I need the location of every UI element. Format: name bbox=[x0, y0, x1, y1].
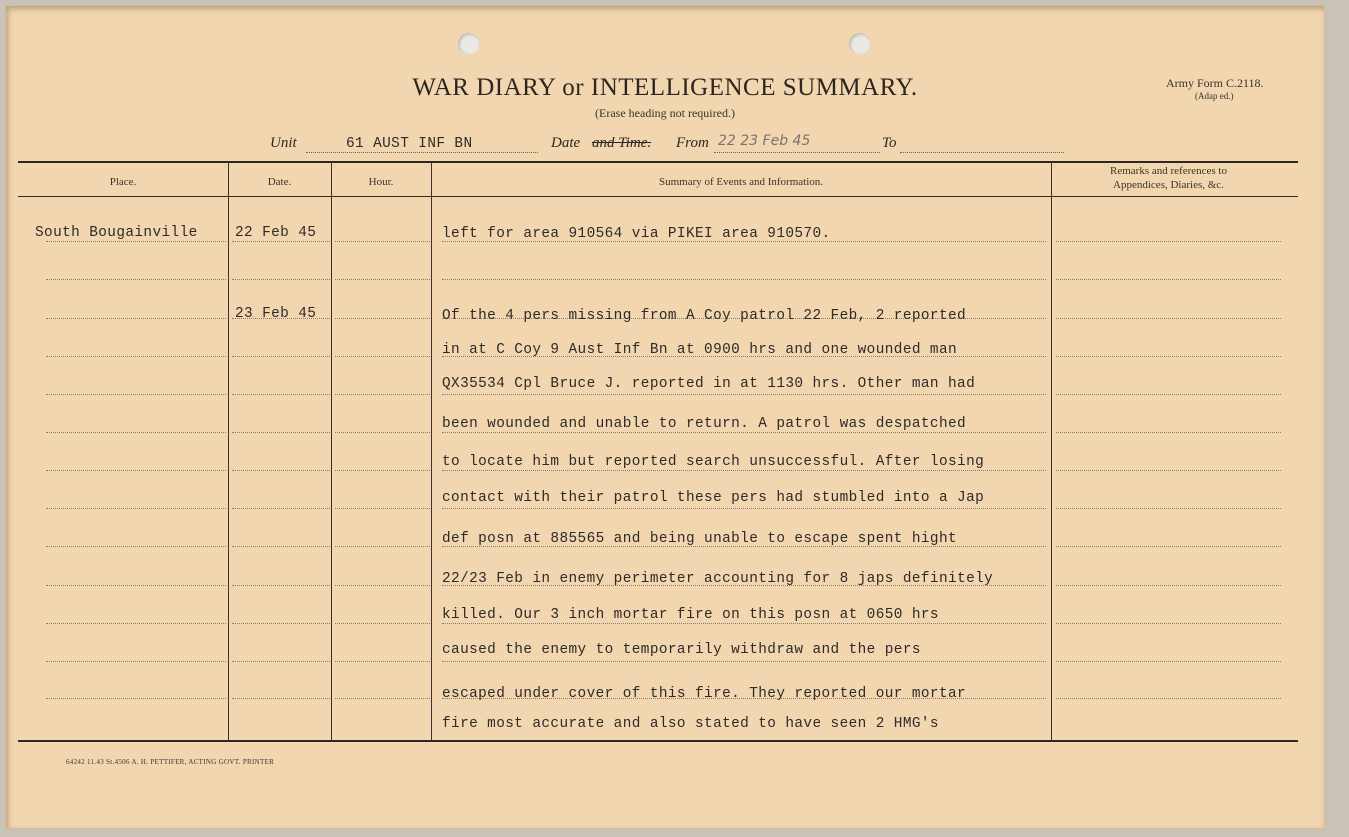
row-rule bbox=[1056, 661, 1281, 662]
row-rule bbox=[1056, 318, 1281, 319]
col-divider-hour bbox=[331, 163, 332, 741]
punch-hole-left bbox=[458, 33, 480, 55]
row-rule bbox=[335, 241, 430, 242]
row-rule bbox=[335, 394, 430, 395]
from-value: 22 23 Feb 45 bbox=[718, 133, 811, 149]
row-rule bbox=[232, 241, 330, 242]
summary-line-1: in at C Coy 9 Aust Inf Bn at 0900 hrs and one wounded man bbox=[442, 342, 958, 358]
unit-label: Unit bbox=[270, 135, 297, 151]
row-rule bbox=[232, 279, 330, 280]
row-rule bbox=[46, 546, 226, 547]
row-rule bbox=[1056, 585, 1281, 586]
row-rule bbox=[1056, 698, 1281, 699]
unit-value: 61 AUST INF BN bbox=[346, 136, 473, 152]
row-rule bbox=[46, 661, 226, 662]
row-rule bbox=[1056, 623, 1281, 624]
row-rule bbox=[46, 279, 226, 280]
summary-line-6: def posn at 885565 and being unable to escape spent hight bbox=[442, 531, 958, 547]
row-rule bbox=[232, 470, 330, 471]
row-rule bbox=[232, 623, 330, 624]
summary-line-9: caused the enemy to temporarily withdraw and the pers bbox=[442, 642, 921, 658]
summary-line-5: contact with their patrol these pers had stumbled into a Jap bbox=[442, 490, 985, 506]
row-rule bbox=[232, 546, 330, 547]
summary-line-4: to locate him but reported search unsuccessful. After losing bbox=[442, 454, 985, 470]
summary-line-10: escaped under cover of this fire. They reported our mortar bbox=[442, 686, 967, 702]
col-head-date: Date. bbox=[267, 176, 292, 188]
date-label: Date bbox=[551, 135, 581, 151]
entry-1-text: left for area 910564 via PIKEI area 910570. bbox=[442, 226, 831, 242]
page-title: WAR DIARY or INTELLIGENCE SUMMARY. bbox=[412, 74, 918, 101]
row-rule bbox=[46, 585, 226, 586]
date-and-time-struck: and Time. bbox=[592, 135, 652, 151]
row-rule bbox=[335, 470, 430, 471]
row-rule bbox=[1056, 508, 1281, 509]
col-divider-remarks bbox=[1051, 163, 1052, 741]
row-rule bbox=[335, 585, 430, 586]
row-rule bbox=[46, 394, 226, 395]
row-rule bbox=[335, 661, 430, 662]
row-rule bbox=[1056, 356, 1281, 357]
row-rule bbox=[442, 661, 1046, 662]
row-rule bbox=[232, 356, 330, 357]
entry-1-date: 22 Feb 45 bbox=[235, 225, 317, 241]
punch-hole-right bbox=[849, 33, 871, 55]
row-rule bbox=[46, 318, 226, 319]
entry-1-place: South Bougainville bbox=[35, 225, 198, 241]
to-dotline bbox=[900, 152, 1064, 153]
table-header-rule bbox=[18, 196, 1298, 197]
row-rule bbox=[46, 623, 226, 624]
printer-footer: 64242 11.43 St.4506 A. H. PETTIFER, ACTING GOVT. PRINTER bbox=[66, 758, 275, 766]
table-bottom-rule bbox=[18, 740, 1298, 742]
col-head-summary: Summary of Events and Information. bbox=[658, 176, 824, 188]
row-rule bbox=[1056, 394, 1281, 395]
summary-line-8: killed. Our 3 inch mortar fire on this posn at 0650 hrs bbox=[442, 607, 939, 623]
row-rule bbox=[232, 661, 330, 662]
row-rule bbox=[232, 585, 330, 586]
row-rule bbox=[442, 394, 1046, 395]
row-rule bbox=[1056, 546, 1281, 547]
row-rule bbox=[1056, 279, 1281, 280]
row-rule bbox=[46, 241, 226, 242]
army-form-subnote: (Adap ed.) bbox=[1195, 91, 1234, 101]
col-divider-date bbox=[228, 163, 229, 741]
row-rule bbox=[46, 470, 226, 471]
army-form-number: Army Form C.2118. bbox=[1166, 76, 1264, 90]
to-label: To bbox=[882, 135, 897, 151]
col-head-remarks-1: Remarks and references to bbox=[1110, 165, 1227, 177]
row-rule bbox=[46, 432, 226, 433]
summary-line-2: QX35534 Cpl Bruce J. reported in at 1130 hrs. Other man had bbox=[442, 376, 976, 392]
row-rule bbox=[1056, 470, 1281, 471]
summary-line-7: 22/23 Feb in enemy perimeter accounting for 8 japs definitely bbox=[442, 571, 994, 587]
col-divider-summary bbox=[431, 163, 432, 741]
summary-line-3: been wounded and unable to return. A patrol was despatched bbox=[442, 416, 967, 432]
row-rule bbox=[232, 698, 330, 699]
row-rule bbox=[442, 279, 1046, 280]
row-rule bbox=[442, 508, 1046, 509]
from-dotline bbox=[714, 152, 880, 153]
row-rule bbox=[1056, 241, 1281, 242]
row-rule bbox=[335, 623, 430, 624]
col-head-hour: Hour. bbox=[368, 176, 394, 188]
row-rule bbox=[335, 356, 430, 357]
page-subtitle: (Erase heading not required.) bbox=[595, 106, 735, 120]
row-rule bbox=[442, 623, 1046, 624]
row-rule bbox=[46, 508, 226, 509]
row-rule bbox=[335, 432, 430, 433]
row-rule bbox=[335, 698, 430, 699]
row-rule bbox=[335, 508, 430, 509]
row-rule bbox=[232, 508, 330, 509]
row-rule bbox=[335, 279, 430, 280]
row-rule bbox=[335, 546, 430, 547]
col-head-remarks-2: Appendices, Diaries, &c. bbox=[1113, 179, 1224, 191]
summary-line-11: fire most accurate and also stated to have seen 2 HMG's bbox=[442, 716, 939, 732]
diary-sheet bbox=[6, 6, 1324, 828]
unit-dotline bbox=[306, 152, 538, 153]
entry-2-date: 23 Feb 45 bbox=[235, 306, 317, 322]
entry-2-text: Of the 4 pers missing from A Coy patrol 22 Feb, 2 reported bbox=[442, 308, 967, 324]
row-rule bbox=[46, 698, 226, 699]
row-rule bbox=[232, 394, 330, 395]
row-rule bbox=[46, 356, 226, 357]
table-top-rule bbox=[18, 161, 1298, 163]
row-rule bbox=[1056, 432, 1281, 433]
col-head-place: Place. bbox=[109, 176, 137, 188]
row-rule bbox=[442, 432, 1046, 433]
row-rule bbox=[232, 432, 330, 433]
row-rule bbox=[442, 470, 1046, 471]
row-rule bbox=[335, 318, 430, 319]
from-label: From bbox=[676, 135, 709, 151]
